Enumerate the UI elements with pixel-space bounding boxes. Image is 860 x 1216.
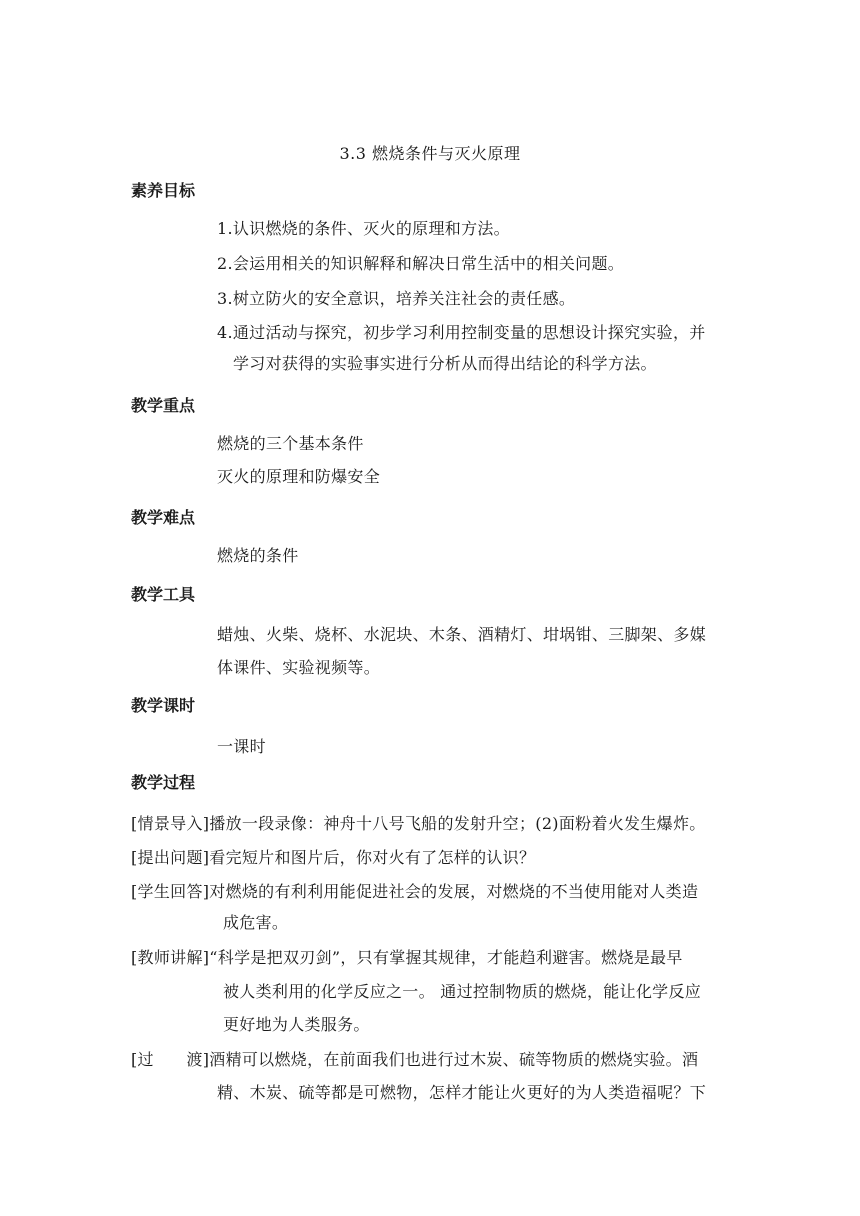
tools-line-1: 蜡烛、火柴、烧杯、水泥块、木条、酒精灯、坩埚钳、三脚架、多媒 [217,625,707,644]
goal-item-4: 4.通过活动与探究，初步学习利用控制变量的思想设计探究实验，并 [217,323,706,342]
heading-process: 教学过程 [131,773,196,792]
process-line-5: [教师讲解]“科学是把双刃剑”，只有掌握其规律，才能趋利避害。燃烧是最早 [131,948,683,967]
heading-tools: 教学工具 [131,585,196,604]
process-line-1: [情景导入]播放一段录像：神舟十八号飞船的发射升空；(2)面粉着火发生爆炸。 [131,814,706,833]
difficulty-1: 燃烧的条件 [217,546,299,565]
heading-goals: 素养目标 [131,181,196,200]
goal-item-1: 1.认识燃烧的条件、灭火的原理和方法。 [217,219,510,238]
process-line-3: [学生回答]对燃烧的有利利用能促进社会的发展，对燃烧的不当使用能对人类造 [131,882,699,901]
heading-key-points: 教学重点 [131,396,196,415]
tools-line-2: 体课件、实验视频等。 [217,658,381,677]
goal-item-2: 2.会运用相关的知识解释和解决日常生活中的相关问题。 [217,254,625,273]
heading-hours: 教学课时 [131,696,196,715]
key-point-1: 燃烧的三个基本条件 [217,434,364,453]
process-line-7: 更好地为人类服务。 [223,1015,370,1034]
process-line-8: [过 渡]酒精可以燃烧，在前面我们也进行过木炭、硫等物质的燃烧实验。酒 [131,1050,699,1069]
process-line-4: 成危害。 [223,913,289,932]
key-point-2: 灭火的原理和防爆安全 [217,467,381,486]
goal-item-4-cont: 学习对获得的实验事实进行分析从而得出结论的科学方法。 [233,354,657,373]
page-title: 3.3 燃烧条件与灭火原理 [339,144,521,163]
hours-value: 一课时 [217,737,266,756]
process-line-9: 精、木炭、硫等都是可燃物，怎样才能让火更好的为人类造福呢？下 [217,1083,707,1102]
process-line-2: [提出问题]看完短片和图片后，你对火有了怎样的认识？ [131,848,536,867]
process-line-6: 被人类利用的化学反应之一。 通过控制物质的燃烧，能让化学反应 [223,982,702,1001]
goal-item-3: 3.树立防火的安全意识，培养关注社会的责任感。 [217,289,576,308]
heading-difficulties: 教学难点 [131,508,196,527]
